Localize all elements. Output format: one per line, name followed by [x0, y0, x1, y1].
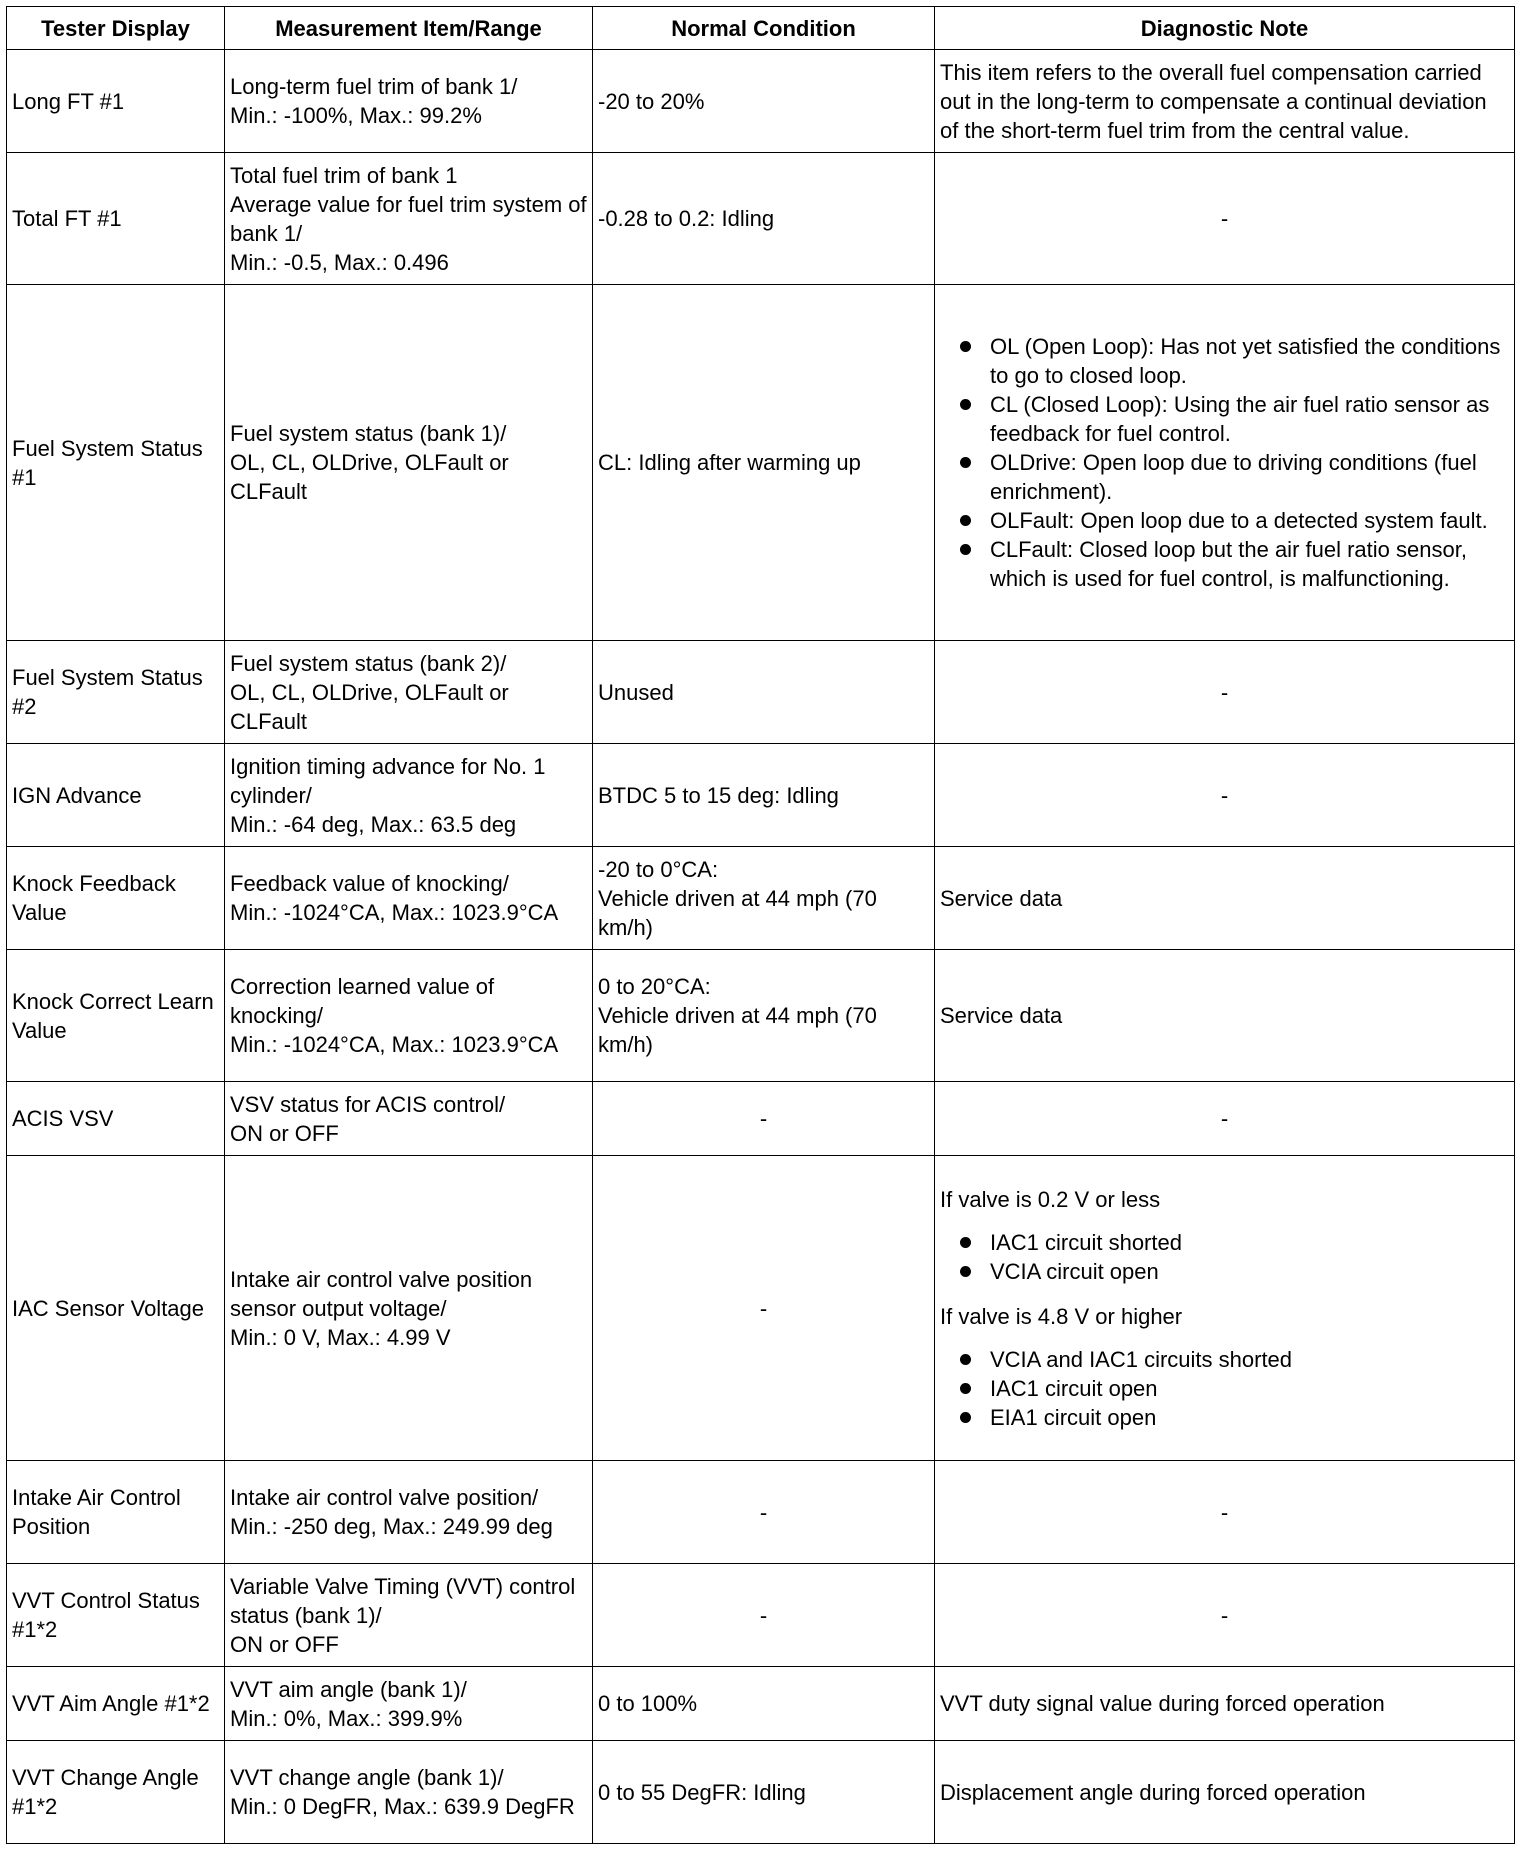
iac-low-intro: If valve is 0.2 V or less — [940, 1186, 1161, 1212]
list-item: CLFault: Closed loop but the air fuel ratio sensor, which is used for fuel control, is malfunctioning. — [940, 535, 1509, 593]
cell-normal-condition: 0 to 20°CA: Vehicle driven at 44 mph (70 km/h) — [593, 950, 935, 1082]
cell-normal-condition: BTDC 5 to 15 deg: Idling — [593, 744, 935, 847]
header-tester-display: Tester Display — [7, 7, 225, 50]
cell-measurement: Fuel system status (bank 1)/ OL, CL, OLDrive, OLFault or CLFault — [225, 285, 593, 641]
cell-tester-display: ACIS VSV — [7, 1082, 225, 1156]
cell-diagnostic-note: - — [935, 1082, 1515, 1156]
iac-low-bullet-list — [940, 1228, 1509, 1286]
cell-diagnostic-note — [935, 285, 1515, 641]
cell-normal-condition: - — [593, 1564, 935, 1667]
table-row — [7, 50, 1515, 153]
table-row — [7, 285, 1515, 641]
cell-measurement: VVT aim angle (bank 1)/ Min.: 0%, Max.: 399.9% — [225, 1667, 593, 1741]
table-row — [7, 641, 1515, 744]
cell-normal-condition: - — [593, 1461, 935, 1564]
table-row — [7, 847, 1515, 950]
table-header-row — [7, 7, 1515, 50]
cell-diagnostic-note: Service data — [935, 950, 1515, 1082]
table-row — [7, 1741, 1515, 1844]
table-row — [7, 1667, 1515, 1741]
cell-diagnostic-note: - — [935, 641, 1515, 744]
cell-tester-display: Total FT #1 — [7, 153, 225, 285]
cell-tester-display: VVT Aim Angle #1*2 — [7, 1667, 225, 1741]
header-diagnostic-note: Diagnostic Note — [935, 7, 1515, 50]
table-row — [7, 1082, 1515, 1156]
list-item: CL (Closed Loop): Using the air fuel ratio sensor as feedback for fuel control. — [940, 390, 1509, 448]
cell-diagnostic-note: Service data — [935, 847, 1515, 950]
cell-measurement: Intake air control valve position sensor output voltage/ Min.: 0 V, Max.: 4.99 V — [225, 1156, 593, 1461]
cell-measurement: VVT change angle (bank 1)/ Min.: 0 DegFR, Max.: 639.9 DegFR — [225, 1741, 593, 1844]
cell-measurement: Intake air control valve position/ Min.: -250 deg, Max.: 249.99 deg — [225, 1461, 593, 1564]
cell-tester-display: VVT Change Angle #1*2 — [7, 1741, 225, 1844]
cell-diagnostic-note: - — [935, 153, 1515, 285]
list-item: OLDrive: Open loop due to driving conditions (fuel enrichment). — [940, 448, 1509, 506]
cell-normal-condition: - — [593, 1082, 935, 1156]
cell-diagnostic-note: VVT duty signal value during forced operation — [935, 1667, 1515, 1741]
list-item: IAC1 circuit shorted — [940, 1228, 1509, 1257]
cell-tester-display: Fuel System Status #1 — [7, 285, 225, 641]
cell-normal-condition: Unused — [593, 641, 935, 744]
cell-measurement: Long-term fuel trim of bank 1/ Min.: -100%, Max.: 99.2% — [225, 50, 593, 153]
list-item: VCIA circuit open — [940, 1257, 1509, 1286]
cell-tester-display: Knock Feedback Value — [7, 847, 225, 950]
table-row — [7, 153, 1515, 285]
table-row — [7, 744, 1515, 847]
table-row — [7, 1156, 1515, 1461]
table-row — [7, 950, 1515, 1082]
cell-tester-display: Long FT #1 — [7, 50, 225, 153]
list-item: VCIA and IAC1 circuits shorted — [940, 1345, 1509, 1374]
cell-normal-condition: - — [593, 1156, 935, 1461]
cell-measurement: Fuel system status (bank 2)/ OL, CL, OLDrive, OLFault or CLFault — [225, 641, 593, 744]
cell-measurement: VSV status for ACIS control/ ON or OFF — [225, 1082, 593, 1156]
cell-tester-display: IAC Sensor Voltage — [7, 1156, 225, 1461]
iac-high-bullet-list — [940, 1345, 1509, 1432]
cell-diagnostic-note: - — [935, 744, 1515, 847]
cell-measurement: Correction learned value of knocking/ Min.: -1024°CA, Max.: 1023.9°CA — [225, 950, 593, 1082]
table-row — [7, 1564, 1515, 1667]
header-normal-condition: Normal Condition — [593, 7, 935, 50]
cell-diagnostic-note: This item refers to the overall fuel compensation carried out in the long-term to compensate a continual deviation of the short-term fuel trim from the central value. — [935, 50, 1515, 153]
cell-measurement: Variable Valve Timing (VVT) control status (bank 1)/ ON or OFF — [225, 1564, 593, 1667]
table-row — [7, 1461, 1515, 1564]
list-item: OLFault: Open loop due to a detected system fault. — [940, 506, 1509, 535]
header-measurement-item: Measurement Item/Range — [225, 7, 593, 50]
cell-measurement: Total fuel trim of bank 1 Average value for fuel trim system of bank 1/ Min.: -0.5, Max.: 0.496 — [225, 153, 593, 285]
cell-diagnostic-note: - — [935, 1564, 1515, 1667]
cell-diagnostic-note — [935, 1156, 1515, 1461]
cell-diagnostic-note: - — [935, 1461, 1515, 1564]
cell-normal-condition: CL: Idling after warming up — [593, 285, 935, 641]
iac-high-intro: If valve is 4.8 V or higher — [940, 1303, 1183, 1329]
data-list-table — [6, 6, 1515, 1844]
cell-tester-display: Knock Correct Learn Value — [7, 950, 225, 1082]
cell-diagnostic-note: Displacement angle during forced operation — [935, 1741, 1515, 1844]
cell-normal-condition: -20 to 0°CA: Vehicle driven at 44 mph (70 km/h) — [593, 847, 935, 950]
cell-tester-display: IGN Advance — [7, 744, 225, 847]
cell-normal-condition: -20 to 20% — [593, 50, 935, 153]
cell-normal-condition: 0 to 100% — [593, 1667, 935, 1741]
cell-tester-display: VVT Control Status #1*2 — [7, 1564, 225, 1667]
cell-measurement: Feedback value of knocking/ Min.: -1024°CA, Max.: 1023.9°CA — [225, 847, 593, 950]
list-item: EIA1 circuit open — [940, 1403, 1509, 1432]
cell-normal-condition: -0.28 to 0.2: Idling — [593, 153, 935, 285]
cell-tester-display: Intake Air Control Position — [7, 1461, 225, 1564]
cell-normal-condition: 0 to 55 DegFR: Idling — [593, 1741, 935, 1844]
list-item: IAC1 circuit open — [940, 1374, 1509, 1403]
cell-measurement: Ignition timing advance for No. 1 cylinder/ Min.: -64 deg, Max.: 63.5 deg — [225, 744, 593, 847]
list-item: OL (Open Loop): Has not yet satisfied the conditions to go to closed loop. — [940, 332, 1509, 390]
cell-tester-display: Fuel System Status #2 — [7, 641, 225, 744]
fuel-status-bullet-list — [940, 332, 1509, 593]
